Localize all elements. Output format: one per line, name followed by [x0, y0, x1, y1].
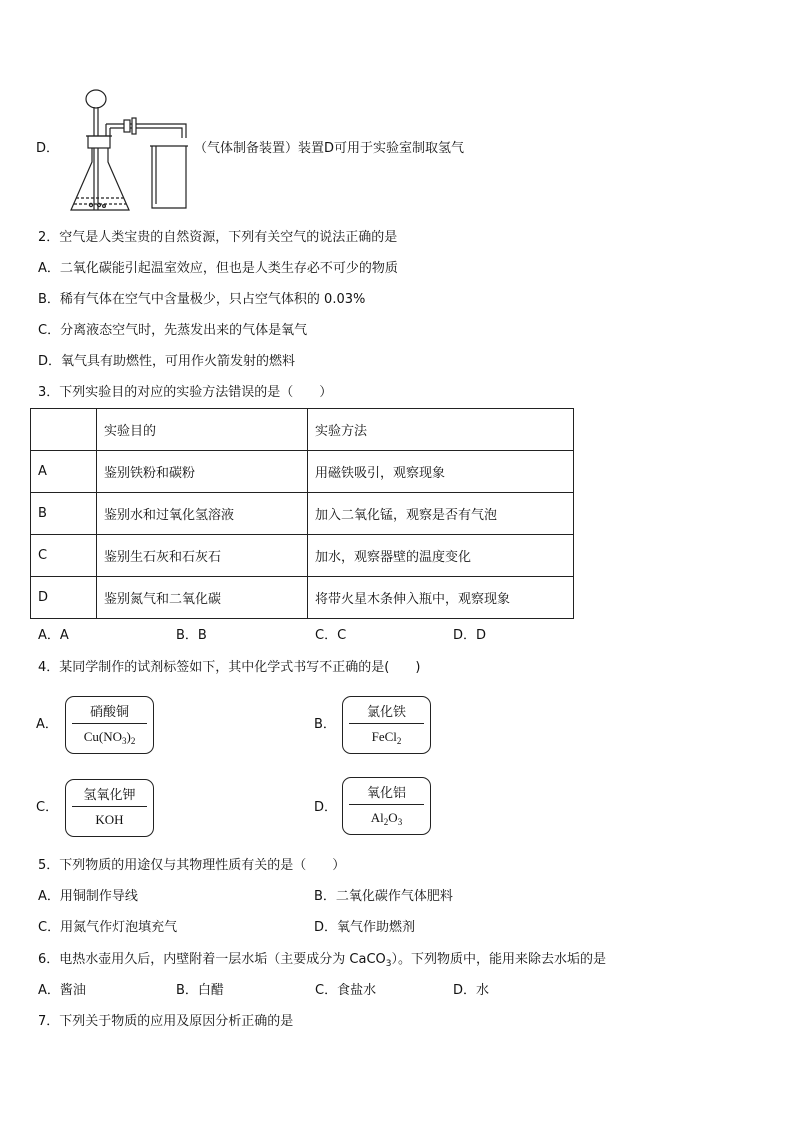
- q1-option-d-caption: （气体制备装置）装置D可用于实验室制取氢气: [194, 141, 465, 156]
- q5-option-c: C．用氮气作灯泡填充气: [38, 920, 178, 935]
- q4-option-d-letter: D．: [314, 800, 338, 815]
- table-header-row: [31, 409, 574, 451]
- table-cell: 鉴别铁粉和碳粉: [97, 451, 308, 493]
- q3-answer-c: C．C: [315, 628, 347, 643]
- q5-option-b: B．二氧化碳作气体肥料: [314, 889, 453, 904]
- q4-option-b-letter: B．: [314, 717, 336, 732]
- table-row: [31, 577, 574, 619]
- q3-answer-d: D．D: [453, 628, 487, 643]
- q2-option-a: A．二氧化碳能引起温室效应，但也是人类生存必不可少的物质: [38, 261, 398, 276]
- q4-option-c-letter: C．: [36, 800, 59, 815]
- q6-stem: 6．电热水壶用久后，内壁附着一层水垢（主要成分为 CaCO$_3$）。下列物质中，能用来除去水垢的是: [38, 952, 607, 969]
- q3-answer-b: B．B: [176, 628, 207, 643]
- table-row: [31, 451, 574, 493]
- table-cell: A: [31, 451, 97, 493]
- q6-option-d: D．水: [453, 983, 490, 998]
- reagent-formula: $Cu(NO_3)_2$: [83, 729, 136, 746]
- reagent-formula: FeCl$_2$: [371, 729, 402, 746]
- table-cell: C: [31, 535, 97, 577]
- experiment-table: [30, 408, 574, 619]
- q5-option-a: A．用铜制作导线: [38, 889, 138, 904]
- q4-option-a-letter: A．: [36, 717, 58, 732]
- q7-stem: 7．下列关于物质的应用及原因分析正确的是: [38, 1014, 294, 1029]
- reagent-formula: $Al_2O_3$: [370, 810, 403, 827]
- table-header-cell: 实验目的: [97, 409, 308, 451]
- q2-stem: 2．空气是人类宝贵的自然资源，下列有关空气的说法正确的是: [38, 230, 398, 245]
- table-cell: 加水，观察器壁的温度变化: [308, 535, 574, 577]
- q4-stem: 4．某同学制作的试剂标签如下，其中化学式书写不正确的是( ): [38, 660, 421, 675]
- table-cell: B: [31, 493, 97, 535]
- table-header-cell: [31, 409, 97, 451]
- q5-stem: 5．下列物质的用途仅与其物理性质有关的是（ ）: [38, 858, 346, 873]
- q6-option-b: B．白醋: [176, 983, 224, 998]
- q3-answer-a: A．A: [38, 628, 69, 643]
- reagent-name: 氯化铁: [349, 703, 424, 724]
- table-cell: 加入二氧化锰，观察是否有气泡: [308, 493, 574, 535]
- q5-option-d: D．氧气作助燃剂: [314, 920, 416, 935]
- table-cell: 将带火星木条伸入瓶中，观察现象: [308, 577, 574, 619]
- table-row: [31, 535, 574, 577]
- reagent-label-b: [342, 696, 431, 754]
- table-cell: 用磁铁吸引，观察现象: [308, 451, 574, 493]
- reagent-formula: KOH: [95, 812, 124, 827]
- q1-option-d-letter: D．: [36, 141, 60, 156]
- q2-option-b: B．稀有气体在空气中含量极少，只占空气体积的 0.03%: [38, 292, 366, 307]
- table-cell: D: [31, 577, 97, 619]
- reagent-name: 硝酸铜: [72, 703, 147, 724]
- reagent-name: 氢氧化钾: [72, 786, 147, 807]
- gas-generation-apparatus-figure: [66, 86, 194, 218]
- reagent-name: 氧化铝: [349, 784, 424, 805]
- q2-option-c: C．分离液态空气时，先蒸发出来的气体是氧气: [38, 323, 308, 338]
- q3-stem: 3．下列实验目的对应的实验方法错误的是（ ）: [38, 385, 333, 400]
- table-cell: 鉴别氮气和二氧化碳: [97, 577, 308, 619]
- q6-option-c: C．食盐水: [315, 983, 377, 998]
- table-header-cell: 实验方法: [308, 409, 574, 451]
- reagent-label-d: [342, 777, 431, 835]
- table-cell: 鉴别水和过氧化氢溶液: [97, 493, 308, 535]
- table-cell: 鉴别生石灰和石灰石: [97, 535, 308, 577]
- table-row: [31, 493, 574, 535]
- reagent-label-c: [65, 779, 154, 837]
- reagent-label-a: [65, 696, 154, 754]
- q2-option-d: D．氧气具有助燃性，可用作火箭发射的燃料: [38, 354, 296, 369]
- q6-option-a: A．酱油: [38, 983, 86, 998]
